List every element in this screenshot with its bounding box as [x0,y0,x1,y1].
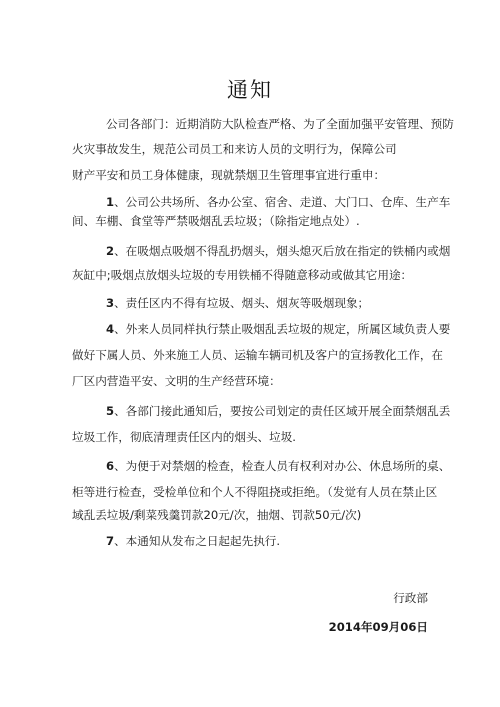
item-3-number: 3 [106,296,115,310]
item-3-line-1: 3、责任区内不得有垃圾、烟头、烟灰等吸烟现象； [106,296,370,310]
item-7-number: 7 [106,534,115,548]
item-6-number: 6 [106,459,115,473]
item-5-line-2: 垃圾工作，彻底清理责任区内的烟头、垃圾. [72,430,296,444]
item-2-line-1: 2、在吸烟点吸烟不得乱扔烟头，烟头熄灭后放在指定的铁桶内或烟 [106,244,451,258]
item-2-number: 2 [106,244,115,258]
item-6-line-1: 6、为便于对禁烟的检查，检查人员有权利对办公、休息场所的桌、 [106,459,451,473]
issuing-department: 行政部 [393,591,428,605]
item-6-line-3: 域乱丢垃圾/剩菜残羹罚款20元/次，抽烟、罚款50元/次) [72,508,362,522]
item-7-line-1: 7、本通知从发布之日起起先执行. [106,534,281,548]
item-1-line-2: 间、车棚、食堂等严禁吸烟乱丢垃圾；（除指定地点处）. [72,214,360,228]
item-4-line-1: 4、外来人员同样执行禁止吸烟乱丢垃圾的规定，所属区域负责人要 [106,322,451,336]
item-5-number: 5 [106,404,115,418]
item-5-line-1: 5、各部门接此通知后，要按公司划定的责任区域开展全面禁烟乱丢 [106,404,451,418]
item-1-number: 1 [106,195,115,209]
item-6-line-2: 柜等进行检查，受检单位和个人不得阻挠或拒绝。（发觉有人员在禁止区 [72,485,438,499]
intro-line-3: 财产平安和员工身体健康，现就禁烟卫生管理事宜进行重申： [72,168,386,182]
item-4-number: 4 [106,322,115,336]
item-4-line-2: 做好下属人员、外来施工人员、运输车辆司机及客户的宣扬教化工作，在 [72,348,444,362]
issue-date: 2014年09月06日 [328,620,428,634]
item-1-line-1: 1、公司公共场所、各办公室、宿舍、走道、大门口、仓库、生产车 [106,195,451,209]
item-4-line-3: 厂区内营造平安、文明的生产经营环境： [72,374,281,388]
item-2-line-2: 灰缸中;吸烟点放烟头垃圾的专用铁桶不得随意移动或做其它用途： [72,268,413,282]
notice-title: 通知 [227,78,273,102]
intro-line-1: 公司各部门：近期消防大队检查严格、为了全面加强平安管理、预防 [106,117,454,131]
intro-line-2: 火灾事故发生，规范公司员工和来访人员的文明行为，保障公司 [72,142,397,156]
